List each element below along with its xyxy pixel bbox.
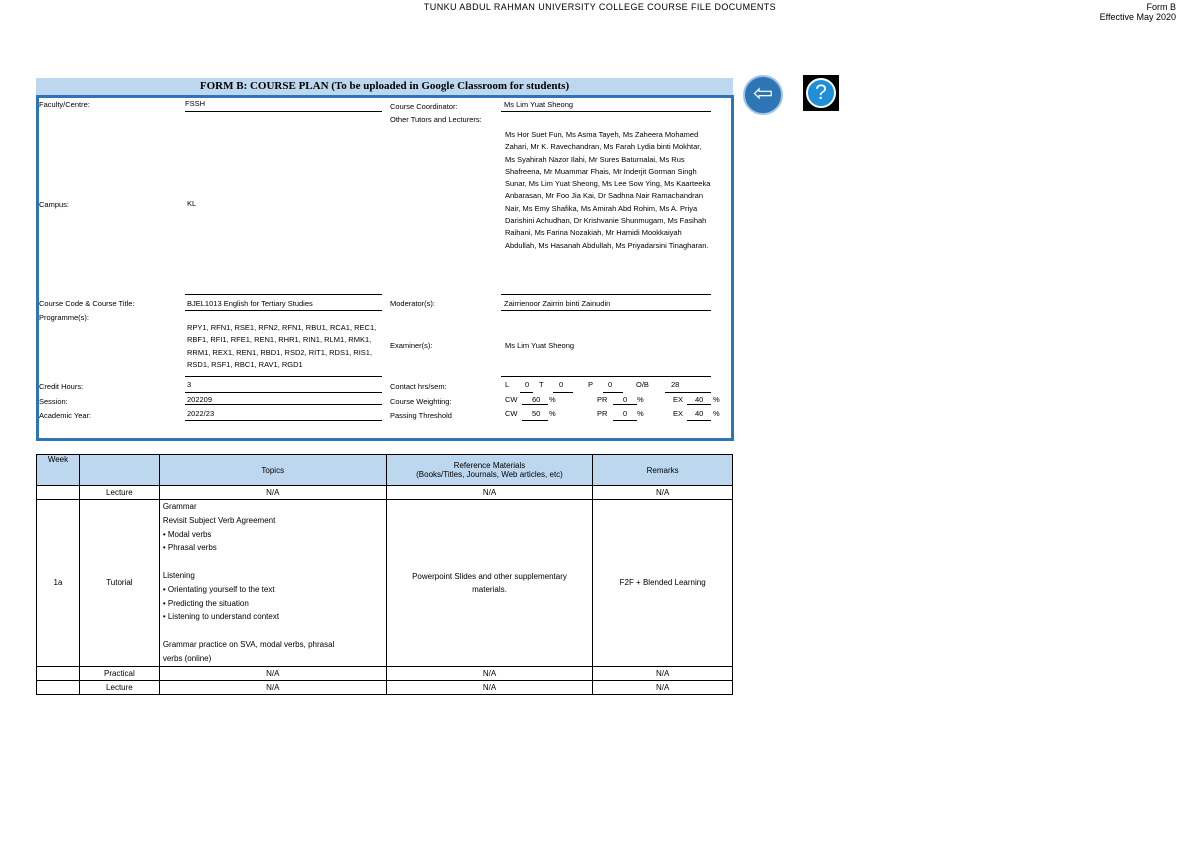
- contact-ob-label: O/B: [636, 380, 649, 389]
- help-button[interactable]: [803, 75, 839, 111]
- table-row: [37, 666, 733, 680]
- effective-date: Effective May 2020: [1099, 12, 1176, 22]
- type-cell: Tutorial: [79, 500, 159, 667]
- weighting-pr-underline: [613, 404, 637, 405]
- moderator-value: Zairrienoor Zairrin binti Zainudin: [504, 299, 611, 308]
- passing-ex-pct: %: [713, 409, 720, 418]
- passing-pr-underline: [613, 420, 637, 421]
- session-underline: [185, 404, 382, 405]
- academic-year-underline: [185, 420, 382, 421]
- topics-cell: N/A: [159, 666, 386, 680]
- contact-p-underline: [603, 392, 623, 393]
- topic-line: • Modal verbs: [162, 529, 212, 539]
- refs-cell: N/A: [386, 666, 593, 680]
- passing-cw-pct: %: [549, 409, 556, 418]
- topic-line: Grammar: [162, 502, 197, 511]
- week-cell: [37, 680, 80, 694]
- table-row: [37, 680, 733, 694]
- remarks-cell: N/A: [593, 666, 733, 680]
- weighting-pr-label: PR: [597, 395, 608, 404]
- contact-t-value: 0: [559, 380, 564, 389]
- passing-ex-underline: [687, 420, 711, 421]
- topics-cell: N/A: [159, 680, 386, 694]
- weighting-label: Course Weighting:: [390, 397, 452, 406]
- topics-cell: N/A: [159, 486, 386, 500]
- examiner-label: Examiner(s):: [390, 341, 433, 350]
- table-header-row: [37, 455, 733, 486]
- weighting-cw-value: 60: [532, 395, 541, 404]
- contact-p-label: P: [588, 380, 594, 389]
- passing-cw-underline: [522, 420, 548, 421]
- session-label: Session:: [39, 397, 68, 406]
- moderator-underline: [501, 310, 711, 311]
- type-cell: Lecture: [79, 680, 159, 694]
- topic-line: Listening: [162, 570, 195, 580]
- coordinator-underline: [501, 111, 711, 112]
- passing-cw-label: CW: [505, 409, 518, 418]
- other-tutors-label: Other Tutors and Lecturers:: [390, 115, 482, 124]
- passing-pr-value: 0: [623, 409, 628, 418]
- passing-pr-label: PR: [597, 409, 608, 418]
- table-row: [37, 486, 733, 500]
- remarks-cell: N/A: [593, 680, 733, 694]
- form-title: FORM B: COURSE PLAN (To be uploaded in Google Classroom for students): [36, 78, 733, 95]
- weighting-cw-label: CW: [505, 395, 518, 404]
- topic-line: • Listening to understand context: [162, 612, 280, 622]
- document-header-title: TUNKU ABDUL RAHMAN UNIVERSITY COLLEGE COURSE FILE DOCUMENTS: [423, 2, 777, 12]
- programme-value: RPY1, RFN1, RSE1, RFN2, RFN1, RBU1, RCA1, REC1, RBF1, RFI1, RFE1, REN1, RHR1, RIN1, RLM1, RMK1, RRM1, REX1, REN1, RBD1, RSD2, RIT1, RDS1, RIS1, RSD1, RSF1, RBC1, RAV1, RGD1: [187, 323, 377, 369]
- topic-line: Grammar practice on SVA, modal verbs, phrasal: [162, 639, 335, 649]
- passing-pr-pct: %: [637, 409, 644, 418]
- contact-topline: [501, 376, 711, 377]
- weighting-pr-pct: %: [637, 395, 644, 404]
- refs-cell: N/A: [386, 486, 593, 500]
- faculty-value: FSSH: [185, 99, 206, 108]
- weighting-pr-value: 0: [623, 395, 628, 404]
- topic-line: verbs (online): [162, 653, 212, 663]
- col-header-references-line2: (Books/Titles, Journals, Web articles, etc): [416, 470, 563, 479]
- moderator-label: Moderator(s):: [390, 299, 436, 308]
- course-plan-table: [36, 454, 733, 695]
- contact-t-label: T: [539, 380, 544, 389]
- weighting-cw-underline: [522, 404, 548, 405]
- contact-l-label: L: [505, 380, 510, 389]
- table-row: [37, 500, 733, 667]
- contact-label: Contact hrs/sem:: [390, 382, 447, 391]
- campus-label: Campus:: [39, 200, 70, 209]
- course-code-label: Course Code & Course Title:: [39, 299, 135, 308]
- remarks-cell: N/A: [593, 486, 733, 500]
- topic-line: [163, 555, 383, 569]
- refs-cell: Powerpoint Slides and other supplementary materials.: [386, 500, 593, 667]
- back-arrow-button[interactable]: ⇦: [743, 75, 783, 115]
- topics-cell: [159, 500, 386, 667]
- col-header-references-line1: Reference Materials: [453, 461, 526, 470]
- course-plan-form: [36, 95, 734, 441]
- course-code-underline: [185, 310, 382, 311]
- contact-ob-value: 28: [671, 380, 680, 389]
- week-cell: [37, 666, 80, 680]
- col-header-week: Week: [37, 455, 80, 486]
- col-header-topics: Topics: [159, 455, 386, 486]
- moderator-topline: [501, 294, 711, 295]
- course-code-topline: [185, 294, 382, 295]
- week-cell: [37, 486, 80, 500]
- weighting-ex-label: EX: [673, 395, 684, 404]
- topic-line: [163, 624, 383, 638]
- contact-l-underline: [520, 392, 533, 393]
- type-cell: Practical: [79, 666, 159, 680]
- campus-value: KL: [187, 199, 197, 208]
- coordinator-value: Ms Lim Yuat Sheong: [504, 100, 574, 109]
- contact-p-value: 0: [608, 380, 613, 389]
- coordinator-label: Course Coordinator:: [390, 102, 458, 111]
- col-header-remarks: Remarks: [593, 455, 733, 486]
- weighting-cw-pct: %: [549, 395, 556, 404]
- examiner-value: Ms Lim Yuat Sheong: [505, 341, 575, 350]
- refs-cell: N/A: [386, 680, 593, 694]
- course-code-value: BJEL1013 English for Tertiary Studies: [187, 299, 313, 308]
- week-cell: 1a: [37, 500, 80, 667]
- weighting-ex-value: 40: [695, 395, 704, 404]
- topic-line: • Predicting the situation: [162, 598, 249, 608]
- session-value: 202209: [187, 395, 213, 404]
- faculty-underline: [185, 111, 382, 112]
- form-info: [1100, 2, 1176, 22]
- credit-hours-underline: [185, 392, 382, 393]
- credit-hours-label: Credit Hours:: [39, 382, 84, 391]
- academic-year-label: Academic Year:: [39, 411, 92, 420]
- passing-label: Passing Threshold: [390, 411, 452, 420]
- col-header-references: [386, 455, 593, 486]
- weighting-ex-underline: [687, 404, 711, 405]
- topic-line: Revisit Subject Verb Agreement: [162, 515, 276, 525]
- credit-hours-value: 3: [187, 380, 192, 389]
- programme-label: Programme(s):: [39, 313, 90, 322]
- faculty-label: Faculty/Centre:: [39, 100, 90, 109]
- weighting-ex-pct: %: [713, 395, 720, 404]
- other-tutors-value: Ms Hor Suet Fun, Ms Asma Tayeh, Ms Zaheera Mohamed Zahari, Mr K. Ravechandran, Ms Farah Lydia binti Mokhtar, Ms Syahirah Nazor Ilahi, Mr Sures Baturnalai, Ms Rus Shafreena, Mr Muammar Fhais, Mr Inderjit Gorman Singh Sunar, Ms Lim Yuat Sheong, Ms Lee Sow Ying, Ms Kaarteeka Anbarasan, Mr Foo Jia Kai, Dr Sadhna Nair Ramachandran Nair, Ms Emy Shafika, Ms Amirah Abd Rohim, Ms A. Priya Darishini Achudhan, Dr Krishvanie Shunmugam, Ms Fasihah Raihani, Ms Farina Nozakiah, Mr Hamidi Mookkaiyah Abdullah, Ms Hasanah Abdullah, Ms Priyadarsini Tinagharan.: [505, 130, 711, 250]
- contact-l-value: 0: [525, 380, 530, 389]
- col-header-type: [79, 455, 159, 486]
- passing-ex-label: EX: [673, 409, 684, 418]
- contact-t-underline: [553, 392, 573, 393]
- contact-ob-underline: [665, 392, 711, 393]
- question-mark-icon: ?: [806, 78, 836, 108]
- passing-cw-value: 50: [532, 409, 541, 418]
- remarks-cell: F2F + Blended Learning: [593, 500, 733, 667]
- credit-hours-topline: [185, 376, 382, 377]
- type-cell: Lecture: [79, 486, 159, 500]
- topic-line: • Orientating yourself to the text: [162, 584, 275, 594]
- academic-year-value: 2022/23: [187, 409, 215, 418]
- topic-line: • Phrasal verbs: [162, 543, 217, 553]
- form-id: Form B: [1146, 2, 1176, 12]
- passing-ex-value: 40: [695, 409, 704, 418]
